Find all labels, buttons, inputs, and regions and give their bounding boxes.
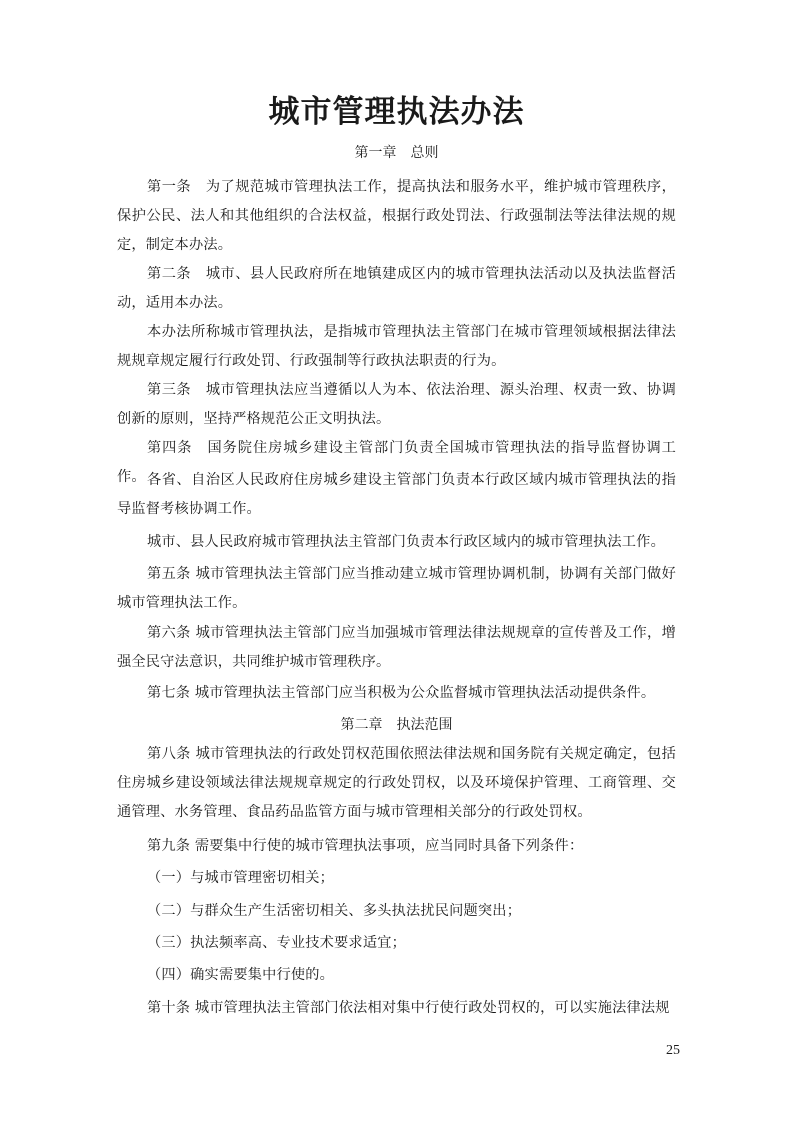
paragraph-article-9: 第九条 需要集中行使的城市管理执法事项，应当同时具备下列条件：	[147, 838, 584, 854]
paragraph-article-1: 第一条 为了规范城市管理执法工作，提高执法和服务水平，维护城市管理秩序，保护公民、法人和其他组织的合法权益，根据行政处罚法、行政强制法等法律法规的规定，制定本办法。	[117, 179, 676, 253]
list-item-condition-4: （四）确实需要集中行使的。	[147, 967, 335, 983]
paragraph-article-10: 第十条 城市管理执法主管部门依法相对集中行使行政处罚权的，可以实施法律法规	[147, 1000, 670, 1016]
paragraph-definition: 本办法所称城市管理执法，是指城市管理执法主管部门在城市管理领域根据法律法规规章规定履行行政处罚、行政强制等行政执法职责的行为。	[117, 324, 676, 369]
page-number: 25	[666, 1043, 680, 1058]
paragraph-article-7: 第七条 城市管理执法主管部门应当积极为公众监督城市管理执法活动提供条件。	[147, 685, 656, 701]
paragraph-article-8: 第八条 城市管理执法的行政处罚权范围依照法律法规和国务院有关规定确定，包括住房城乡建设领域法律法规规章规定的行政处罚权，以及环境保护管理、工商管理、交通管理、水务管理、食品药品监管方面与城市管理相关部分的行政处罚权。	[117, 746, 676, 820]
paragraph-county-duty: 城市、县人民政府城市管理执法主管部门负责本行政区域内的城市管理执法工作。	[147, 534, 665, 550]
list-item-condition-2: （二）与群众生产生活密切相关、多头执法扰民问题突出；	[147, 903, 522, 919]
paragraph-article-5: 第五条 城市管理执法主管部门应当推动建立城市管理协调机制，协调有关部门做好城市管理执法工作。	[117, 566, 676, 611]
chapter-heading: 第一章 总则	[354, 145, 439, 161]
paragraph-article-2: 第二条 城市、县人民政府所在地镇建成区内的城市管理执法活动以及执法监督活动，适用本办法。	[117, 266, 676, 311]
chapter-heading: 第二章 执法范围	[340, 717, 453, 733]
document-title: 城市管理执法办法	[268, 94, 525, 130]
paragraph-article-4: 第四条 国务院住房城乡建设主管部门负责全国城市管理执法的指导监督协调工作。	[117, 440, 676, 485]
list-item-condition-1: （一）与城市管理密切相关；	[147, 870, 335, 886]
paragraph-article-3: 第三条 城市管理执法应当遵循以人为本、依法治理、源头治理、权责一致、协调创新的原则，坚持严格规范公正文明执法。	[117, 382, 676, 427]
list-item-condition-3: （三）执法频率高、专业技术要求适宜；	[147, 935, 406, 951]
paragraph-provincial-duty: 各省、自治区人民政府住房城乡建设主管部门负责本行政区域内城市管理执法的指导监督考核协调工作。	[117, 472, 676, 517]
paragraph-article-6: 第六条 城市管理执法主管部门应当加强城市管理法律法规规章的宣传普及工作，增强全民守法意识，共同维护城市管理秩序。	[117, 625, 676, 670]
